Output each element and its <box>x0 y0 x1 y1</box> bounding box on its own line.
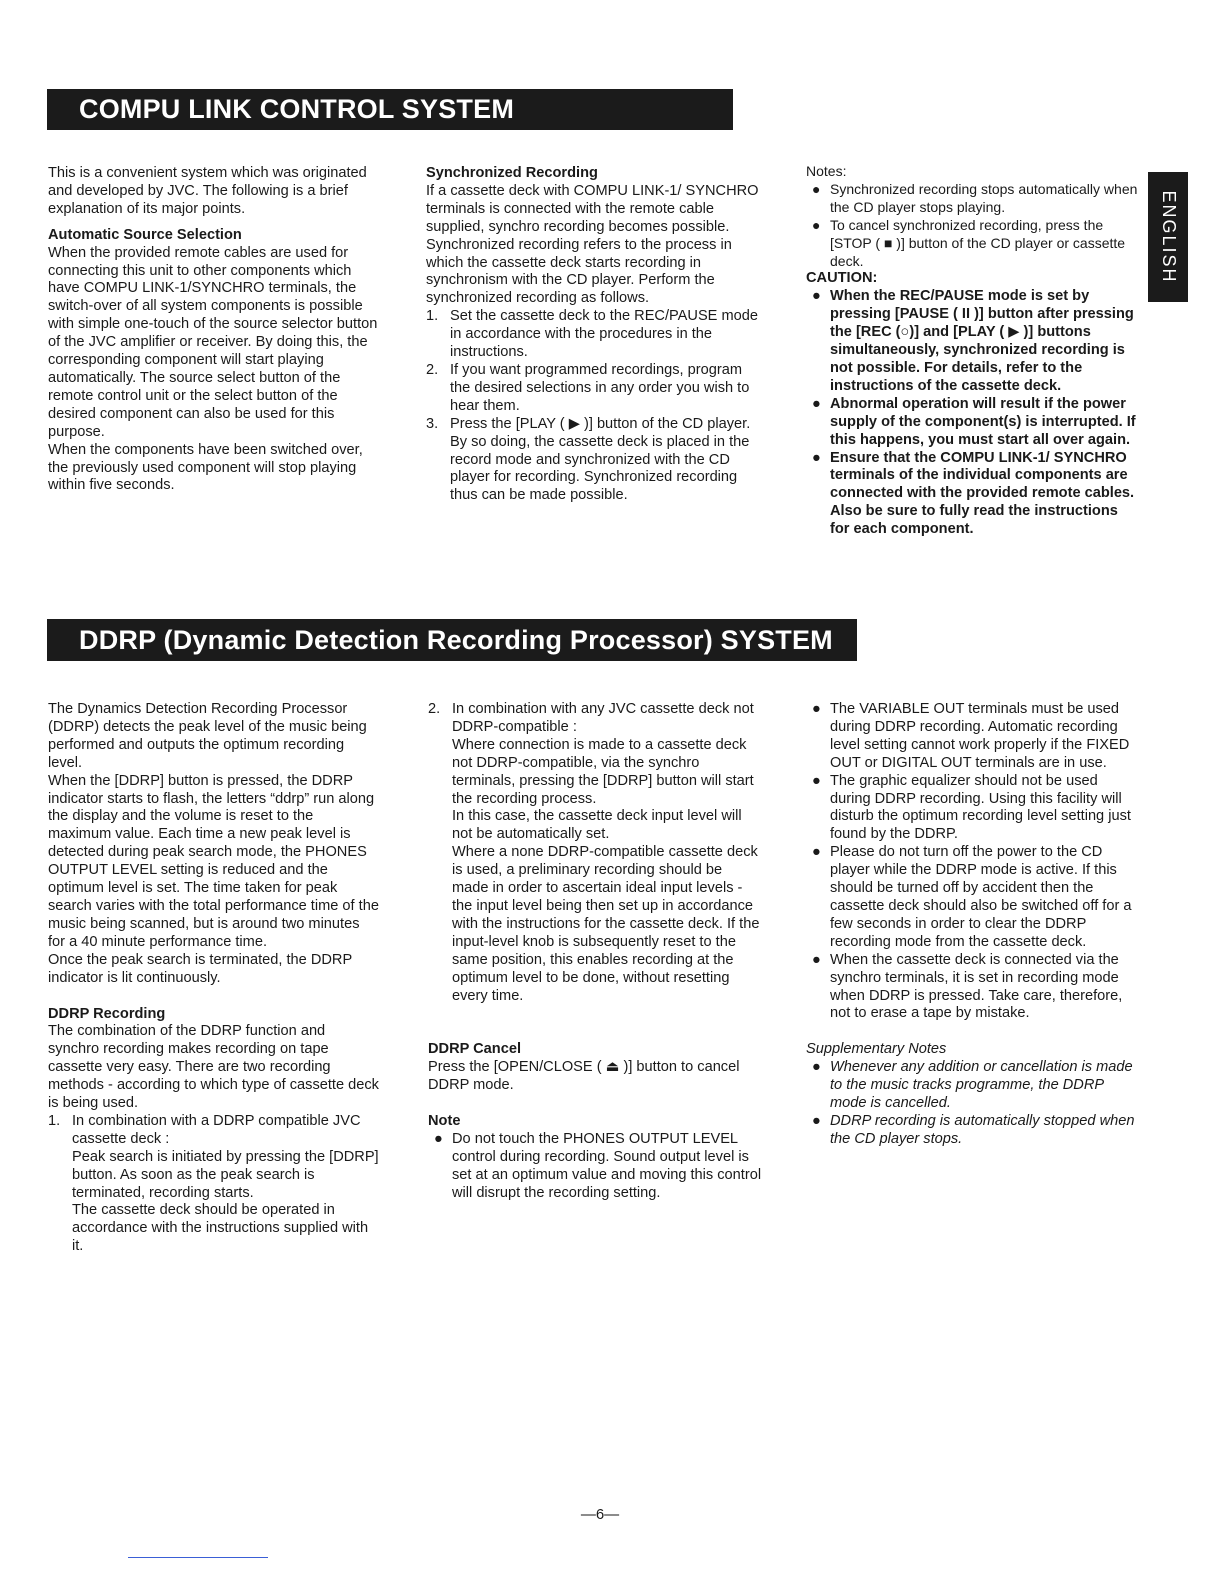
bullet-icon: ● <box>812 1059 821 1076</box>
synchronized-recording-text-2: Synchronized recording refers to the process in which the cassette deck starts recording in synchronism with the CD player. Perform the synchronized recording as follows. <box>426 236 732 307</box>
caution-item-3: ● Ensure that the COMPU LINK-1/ SYNCHRO terminals of the individual components are connected with the provided remote cables. Also be sure to fully read the instructions for each component. <box>812 449 1135 538</box>
ddrp-method-1: 1. In combination with a DDRP compatible JVC cassette deck : Peak search is initiated by pressing the [DDRP] button. As soon as the peak search is terminated, recording starts. The cassette deck should be operated in accordance with the instructions supplied with it. <box>48 1112 379 1255</box>
compu-link-intro: This is a convenient system which was originated and developed by JVC. The following is a brief explanation of its major points. <box>48 165 367 217</box>
bullet-icon: ● <box>812 216 821 233</box>
bullet-icon: ● <box>812 395 821 412</box>
ddrp-cancel-heading: DDRP Cancel <box>428 1041 521 1058</box>
bullet-icon: ● <box>812 1112 821 1129</box>
ddrp-method-2: 2. In combination with any JVC cassette deck not DDRP-compatible : Where connection is made to a cassette deck not DDRP-compatible, via the synchro terminals, pressing the [DDRP] button will start the recording process. In this case, the cassette deck input level will not be automatically set. Where a none DDRP-compatible cassette deck is used, a preliminary recording should be made in order to ascertain ideal input levels - the input level being then set up in accordance with the instructions for the cassette deck. If the input-level knob is subsequently reset to the same position, this enables recording at the optimum level to be done, without resetting every time. <box>428 701 760 1004</box>
ddrp-column-2 <box>428 701 762 1203</box>
ddrp-column-1 <box>48 701 380 1256</box>
ddrp-recording-text: The combination of the DDRP function and synchro recording makes recording on tape cassette very easy. There are two recording methods - according to which type of cassette deck is being used. <box>48 1023 379 1112</box>
bullet-icon: ● <box>812 772 821 789</box>
synchronized-recording-heading: Synchronized Recording <box>426 165 598 181</box>
ddrp-indicator-description: Once the peak search is terminated, the DDRP indicator is lit continuously. <box>48 951 352 986</box>
section-title-ddrp: DDRP (Dynamic Detection Recording Processor) SYSTEM <box>47 619 857 661</box>
compu-link-column-1 <box>48 165 380 495</box>
bullet-icon: ● <box>812 449 821 466</box>
ddrp-button-description: When the [DDRP] button is pressed, the DDRP indicator starts to flash, the letters “ddrp” run along the display and the volume is reset to the maximum value. Each time a new peak level is detected during peak search mode, the PHONES OUTPUT LEVEL setting is reduced and the optimum level is set. The time taken for peak search varies with the total performance time of the music being scanned, but is around two minutes for a 40 minute performance time. <box>48 772 379 950</box>
sync-step-1: 1. Set the cassette deck to the REC/PAUSE mode in accordance with the procedures in the instructions. <box>426 308 758 361</box>
sync-step-2: 2. If you want programmed recordings, program the desired selections in any order you wish to hear them. <box>426 361 750 414</box>
bullet-icon: ● <box>812 288 821 305</box>
supplementary-note-2: ● DDRP recording is automatically stopped when the CD player stops. <box>812 1112 1135 1147</box>
ddrp-cancel-text: Press the [OPEN/CLOSE ( ⏏ )] button to cancel DDRP mode. <box>428 1059 740 1094</box>
ddrp-intro: The Dynamics Detection Recording Processor (DDRP) detects the peak level of the music being performed and outputs the optimum recording level. <box>48 701 367 771</box>
bullet-icon: ● <box>434 1131 443 1148</box>
compu-link-column-3 <box>806 163 1138 539</box>
notes-label: Notes: <box>806 163 847 179</box>
caution-item-1: ● When the REC/PAUSE mode is set by pressing [PAUSE ( II )] button after pressing the [REC (○)] and [PLAY ( ▶ )] buttons simultaneously, synchronized recording is not possible. For details, refer to the instructions of the cassette deck. <box>812 288 1134 394</box>
language-tab <box>1148 172 1188 302</box>
language-tab-label: ENGLISH <box>1158 190 1179 284</box>
ddrp-bullet-4: ● When the cassette deck is connected via the synchro terminals, it is set in recording mode when DDRP is pressed. Take care, therefore, not to erase a tape by mistake. <box>812 951 1123 1022</box>
ddrp-bullet-1: ● The VARIABLE OUT terminals must be used during DDRP recording. Automatic recording level setting cannot work properly if the FIXED OUT or DIGITAL OUT terminals are in use. <box>812 701 1130 771</box>
note-item-2: ● To cancel synchronized recording, press the [STOP ( ■ )] button of the CD player or cassette deck. <box>812 216 1126 269</box>
bullet-icon: ● <box>812 180 821 197</box>
ddrp-bullet-3: ● Please do not turn off the power to the CD player while the DDRP mode is active. If this should be turned off by accident then the cassette deck should also be switched off for a few seconds in order to clear the DDRP recording mode from the cassette deck. <box>812 844 1132 950</box>
automatic-source-selection-text-2: When the components have been switched over, the previously used component will stop playing within five seconds. <box>48 441 363 494</box>
sync-step-3: 3. Press the [PLAY ( ▶ )] button of the CD player. By so doing, the cassette deck is placed in the record mode and synchronized with the CD player for recording. Synchronized recording thus can be made possible. <box>426 415 751 504</box>
caution-label: CAUTION: <box>806 270 878 287</box>
note-item: ● Do not touch the PHONES OUTPUT LEVEL control during recording. Sound output level is set at an optimum value and moving this control will disrupt the recording setting. <box>434 1131 762 1201</box>
ddrp-bullet-2: ● The graphic equalizer should not be used during DDRP recording. Using this facility will disturb the optimum recording level setting just found by the DDRP. <box>812 772 1131 843</box>
supplementary-note-1: ● Whenever any addition or cancellation is made to the music tracks programme, the DDRP mode is cancelled. <box>812 1059 1133 1112</box>
footer-rule <box>128 1557 268 1558</box>
bullet-icon: ● <box>812 951 821 968</box>
supplementary-notes-label: Supplementary Notes <box>806 1041 947 1058</box>
note-heading: Note <box>428 1113 461 1130</box>
bullet-icon: ● <box>812 844 821 861</box>
ddrp-column-3 <box>806 701 1138 1149</box>
caution-item-2: ● Abnormal operation will result if the power supply of the component(s) is interrupted. If this happens, you must start all over again. <box>812 395 1136 448</box>
automatic-source-selection-text: When the provided remote cables are used for connecting this unit to other components which have COMPU LINK-1/SYNCHRO terminals, the switch-over of all system components is possible with simple one-touch of the source selector button of the JVC amplifier or receiver. By doing this, the corresponding component will start playing automatically. The source select button of the remote control unit or the select button of the desired component can also be used for this purpose. <box>48 244 378 440</box>
note-item-1: ● Synchronized recording stops automatically when the CD player stops playing. <box>812 180 1138 215</box>
compu-link-column-2 <box>426 165 760 505</box>
page-number: —6— <box>580 1506 620 1523</box>
synchronized-recording-text: If a cassette deck with COMPU LINK-1/ SYNCHRO terminals is connected with the remote cable supplied, synchro recording becomes possible. <box>426 182 759 235</box>
section-title-compu-link: COMPU LINK CONTROL SYSTEM <box>47 89 733 130</box>
bullet-icon: ● <box>812 701 821 717</box>
automatic-source-selection-heading: Automatic Source Selection <box>48 226 242 243</box>
ddrp-recording-heading: DDRP Recording <box>48 1005 166 1022</box>
